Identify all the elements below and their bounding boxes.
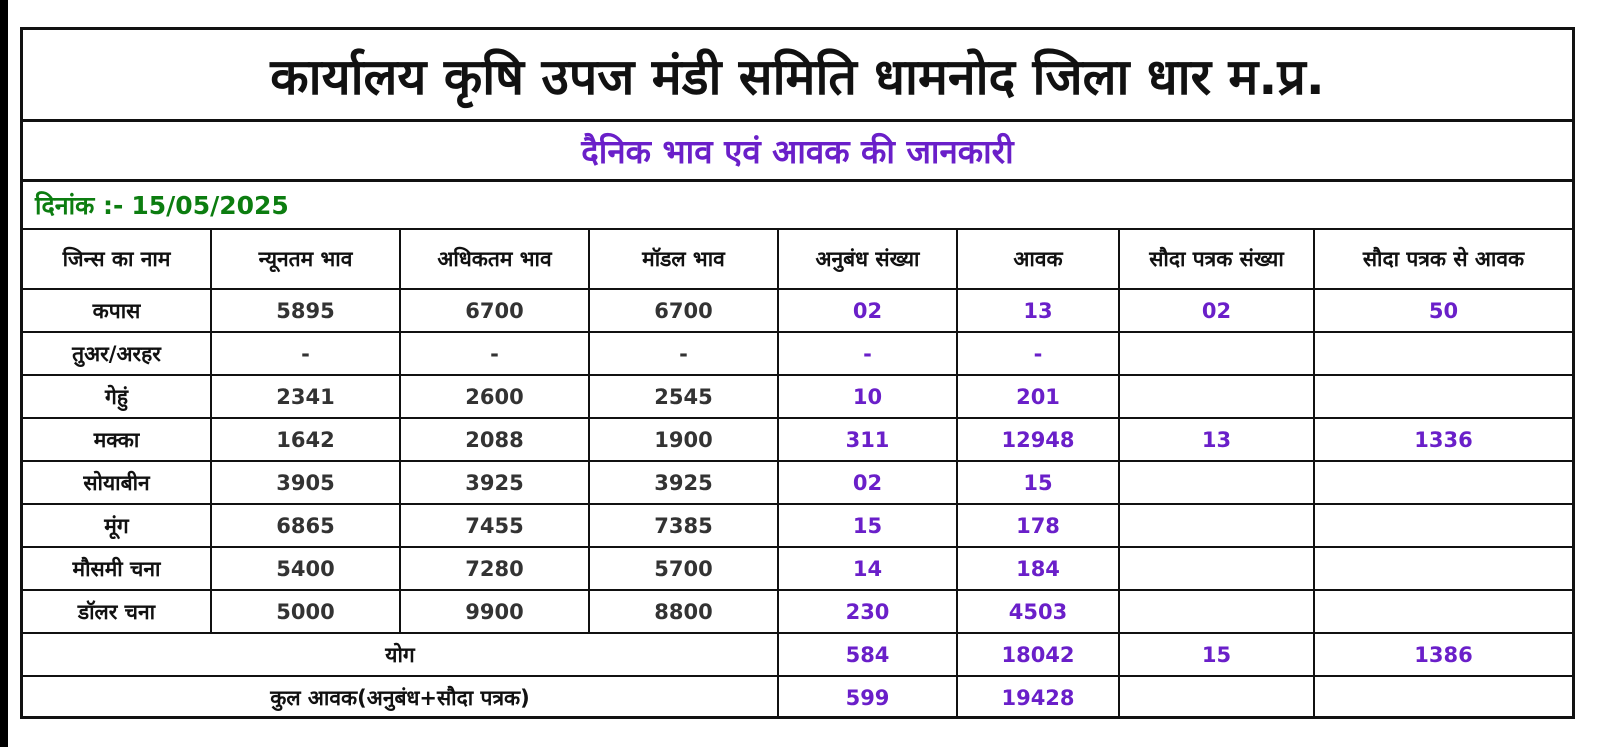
table-cell: 599 — [778, 676, 957, 718]
mandi-rates-table — [23, 230, 1572, 718]
table-cell: 4503 — [957, 590, 1119, 633]
table-cell — [1119, 375, 1314, 418]
table-row — [23, 590, 1572, 633]
table-cell: 14 — [778, 547, 957, 590]
table-row — [23, 418, 1572, 461]
table-cell: 02 — [778, 461, 957, 504]
total-row — [23, 633, 1572, 676]
table-cell — [1314, 461, 1572, 504]
commodity-name: डॉलर चना — [23, 590, 211, 633]
table-cell: 5000 — [211, 590, 400, 633]
date-value: 15/05/2025 — [131, 190, 289, 220]
table-cell: 7385 — [589, 504, 778, 547]
table-cell: 5700 — [589, 547, 778, 590]
commodity-name: गेहुं — [23, 375, 211, 418]
page-title: कार्यालय कृषि उपज मंडी समिति धामनोद जिला धार म.प्र. — [23, 30, 1572, 122]
date-label: दिनांक :- — [35, 191, 124, 220]
table-row — [23, 332, 1572, 375]
total-row-label: योग — [23, 633, 778, 676]
table-cell: 7280 — [400, 547, 589, 590]
table-row — [23, 504, 1572, 547]
table-cell — [1314, 332, 1572, 375]
table-cell — [1314, 375, 1572, 418]
table-cell: - — [211, 332, 400, 375]
table-cell: 5400 — [211, 547, 400, 590]
table-cell: 15 — [1119, 633, 1314, 676]
table-cell: 1336 — [1314, 418, 1572, 461]
table-cell: 2341 — [211, 375, 400, 418]
table-cell: 19428 — [957, 676, 1119, 718]
table-row — [23, 461, 1572, 504]
table-cell: 02 — [1119, 289, 1314, 332]
column-header: आवक — [957, 230, 1119, 289]
table-cell: 6865 — [211, 504, 400, 547]
table-cell: 10 — [778, 375, 957, 418]
report-frame — [20, 27, 1575, 719]
table-cell: 1900 — [589, 418, 778, 461]
table-cell: 6700 — [400, 289, 589, 332]
table-cell: 12948 — [957, 418, 1119, 461]
column-header: मॉडल भाव — [589, 230, 778, 289]
table-cell: 184 — [957, 547, 1119, 590]
table-header-row — [23, 230, 1572, 289]
table-body — [23, 289, 1572, 718]
commodity-name: सोयाबीन — [23, 461, 211, 504]
table-cell: 15 — [778, 504, 957, 547]
table-cell: 02 — [778, 289, 957, 332]
table-row — [23, 375, 1572, 418]
table-cell: 584 — [778, 633, 957, 676]
table-cell — [1314, 504, 1572, 547]
column-header: अनुबंध संख्या — [778, 230, 957, 289]
table-cell — [1119, 547, 1314, 590]
table-cell — [1119, 332, 1314, 375]
table-cell: 13 — [1119, 418, 1314, 461]
table-cell: 6700 — [589, 289, 778, 332]
table-cell — [1119, 676, 1314, 718]
grand-total-row-label: कुल आवक(अनुबंध+सौदा पत्रक) — [23, 676, 778, 718]
table-row — [23, 547, 1572, 590]
report-date — [23, 182, 1572, 230]
table-cell: 8800 — [589, 590, 778, 633]
table-cell: - — [957, 332, 1119, 375]
table-cell: 3905 — [211, 461, 400, 504]
table-cell: 13 — [957, 289, 1119, 332]
left-edge-bar — [0, 0, 8, 747]
table-cell — [1119, 504, 1314, 547]
column-header: सौदा पत्रक से आवक — [1314, 230, 1572, 289]
table-cell: 1642 — [211, 418, 400, 461]
commodity-name: कपास — [23, 289, 211, 332]
table-row — [23, 289, 1572, 332]
table-cell — [1119, 461, 1314, 504]
table-cell: 15 — [957, 461, 1119, 504]
commodity-name: तुअर/अरहर — [23, 332, 211, 375]
table-cell — [1314, 676, 1572, 718]
table-cell: 230 — [778, 590, 957, 633]
grand-total-row — [23, 676, 1572, 718]
column-header: जिन्स का नाम — [23, 230, 211, 289]
table-cell: - — [400, 332, 589, 375]
table-cell: 1386 — [1314, 633, 1572, 676]
column-header: सौदा पत्रक संख्या — [1119, 230, 1314, 289]
table-cell: 178 — [957, 504, 1119, 547]
table-cell: 18042 — [957, 633, 1119, 676]
table-cell — [1119, 590, 1314, 633]
table-cell: 2600 — [400, 375, 589, 418]
table-cell: - — [589, 332, 778, 375]
table-cell: 5895 — [211, 289, 400, 332]
commodity-name: मूंग — [23, 504, 211, 547]
table-cell: - — [778, 332, 957, 375]
table-cell — [1314, 590, 1572, 633]
table-cell: 50 — [1314, 289, 1572, 332]
table-cell: 3925 — [589, 461, 778, 504]
table-cell: 7455 — [400, 504, 589, 547]
table-cell: 201 — [957, 375, 1119, 418]
report-subtitle: दैनिक भाव एवं आवक की जानकारी — [23, 122, 1572, 182]
table-cell: 311 — [778, 418, 957, 461]
column-header: न्यूनतम भाव — [211, 230, 400, 289]
table-cell — [1314, 547, 1572, 590]
table-cell: 9900 — [400, 590, 589, 633]
table-cell: 2545 — [589, 375, 778, 418]
table-cell: 3925 — [400, 461, 589, 504]
commodity-name: मौसमी चना — [23, 547, 211, 590]
column-header: अधिकतम भाव — [400, 230, 589, 289]
commodity-name: मक्का — [23, 418, 211, 461]
table-cell: 2088 — [400, 418, 589, 461]
